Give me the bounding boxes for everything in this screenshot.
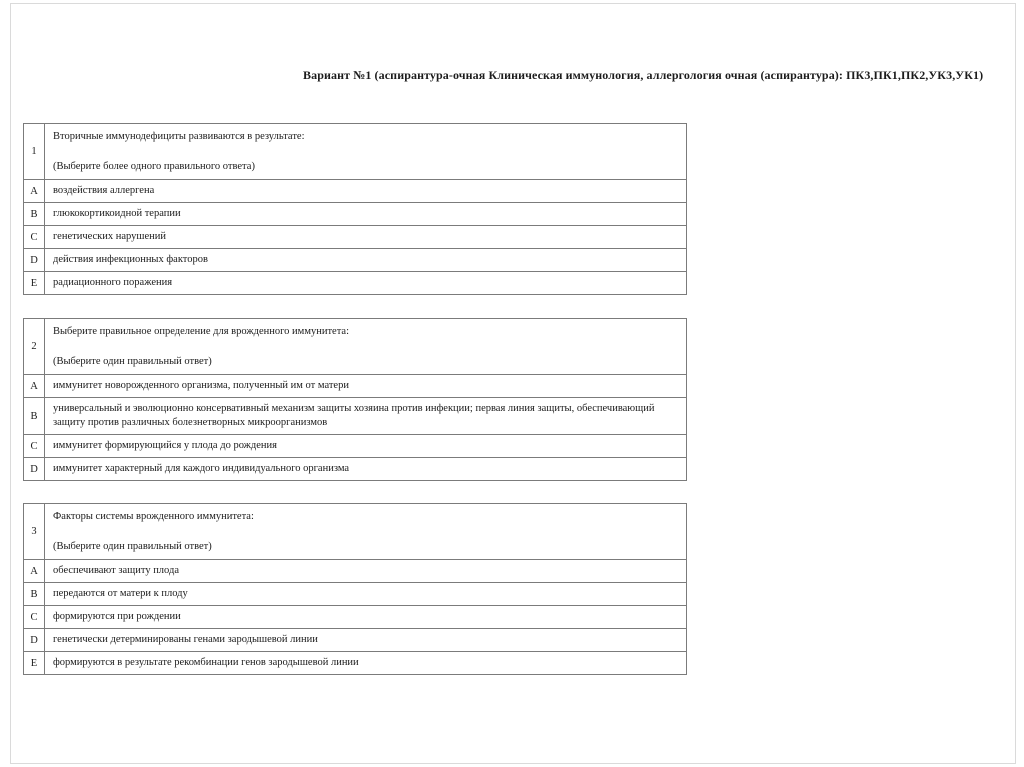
question-number: 2 bbox=[24, 319, 45, 375]
option-text-cell: иммунитет характерный для каждого индивидуального организма bbox=[45, 458, 687, 481]
option-letter-cell: A bbox=[24, 375, 45, 398]
question-text: Вторичные иммунодефициты развиваются в результате: bbox=[53, 131, 305, 142]
option-row bbox=[24, 398, 687, 435]
question-instruction: (Выберите один правильный ответ) bbox=[53, 356, 212, 367]
question-cell bbox=[45, 504, 687, 560]
option-text-cell: обеспечивают защиту плода bbox=[45, 560, 687, 583]
question-number: 3 bbox=[24, 504, 45, 560]
option-text-cell: генетических нарушений bbox=[45, 226, 687, 249]
option-letter-cell: C bbox=[24, 435, 45, 458]
option-letter-cell: D bbox=[24, 249, 45, 272]
option-letter-cell: C bbox=[24, 606, 45, 629]
option-letter-cell: E bbox=[24, 652, 45, 675]
option-text-cell: воздействия аллергена bbox=[45, 180, 687, 203]
option-letter-cell: B bbox=[24, 398, 45, 435]
option-row bbox=[24, 629, 687, 652]
question-text: Факторы системы врожденного иммунитета: bbox=[53, 511, 254, 522]
question-row bbox=[24, 504, 687, 560]
option-text-cell: передаются от матери к плоду bbox=[45, 583, 687, 606]
option-row bbox=[24, 560, 687, 583]
option-letter-cell: D bbox=[24, 629, 45, 652]
option-text-cell: действия инфекционных факторов bbox=[45, 249, 687, 272]
option-row bbox=[24, 272, 687, 295]
option-text-cell: универсальный и эволюционно консервативный механизм защиты хозяина против инфекции; первая линия защиты, обеспечивающий защиту против различных болезнетворных микроорганизмов bbox=[45, 398, 687, 435]
question-number: 1 bbox=[24, 124, 45, 180]
option-letter-cell: D bbox=[24, 458, 45, 481]
option-text-cell: иммунитет формирующийся у плода до рождения bbox=[45, 435, 687, 458]
option-letter-cell: C bbox=[24, 226, 45, 249]
option-row bbox=[24, 180, 687, 203]
option-row bbox=[24, 435, 687, 458]
option-text-cell: формируются в результате рекомбинации генов зародышевой линии bbox=[45, 652, 687, 675]
question-text: Выберите правильное определение для врожденного иммунитета: bbox=[53, 326, 349, 337]
option-letter-cell: A bbox=[24, 560, 45, 583]
option-row bbox=[24, 652, 687, 675]
option-row bbox=[24, 458, 687, 481]
question-cell bbox=[45, 124, 687, 180]
option-letter-cell: B bbox=[24, 583, 45, 606]
question-instruction: (Выберите более одного правильного ответа) bbox=[53, 161, 255, 172]
option-text-cell: генетически детерминированы генами зародышевой линии bbox=[45, 629, 687, 652]
question-table-2 bbox=[23, 318, 687, 481]
option-row bbox=[24, 606, 687, 629]
question-instruction: (Выберите один правильный ответ) bbox=[53, 541, 212, 552]
question-table-3 bbox=[23, 503, 687, 675]
option-text-cell: формируются при рождении bbox=[45, 606, 687, 629]
option-row bbox=[24, 203, 687, 226]
option-row bbox=[24, 583, 687, 606]
option-row bbox=[24, 249, 687, 272]
option-row bbox=[24, 375, 687, 398]
option-text-cell: иммунитет новорожденного организма, полученный им от матери bbox=[45, 375, 687, 398]
question-table-1 bbox=[23, 123, 687, 295]
option-letter-cell: B bbox=[24, 203, 45, 226]
option-text-cell: глюкокортикоидной терапии bbox=[45, 203, 687, 226]
question-row bbox=[24, 319, 687, 375]
question-row bbox=[24, 124, 687, 180]
question-cell bbox=[45, 319, 687, 375]
option-row bbox=[24, 226, 687, 249]
option-letter-cell: E bbox=[24, 272, 45, 295]
page-title: Вариант №1 (аспирантура-очная Клиническая иммунология, аллергология очная (аспирантура): ПК3,ПК1,ПК2,УК3,УК1) bbox=[303, 68, 984, 82]
option-text-cell: радиационного поражения bbox=[45, 272, 687, 295]
option-letter-cell: A bbox=[24, 180, 45, 203]
